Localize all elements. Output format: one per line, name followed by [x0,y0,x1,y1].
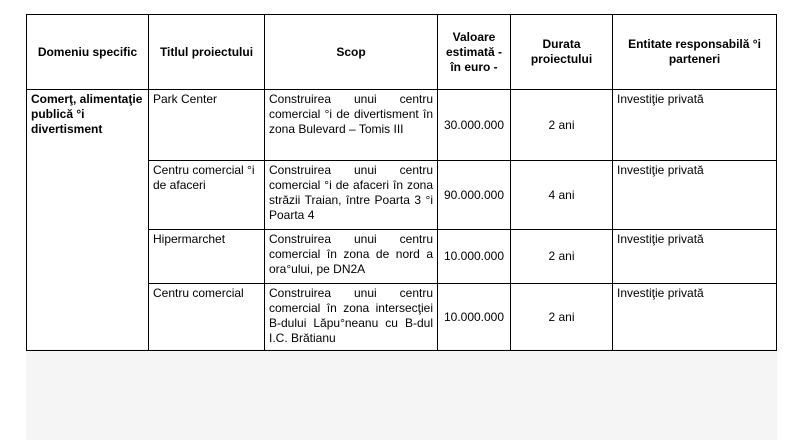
header-scope: Scop [265,15,438,90]
project-title: Park Center [149,90,265,161]
header-duration: Durata proiectului [511,15,613,90]
header-value: Valoare estimată - în euro - [438,15,511,90]
project-value: 10.000.000 [438,284,511,351]
header-title: Titlul proiectului [149,15,265,90]
header-domain: Domeniu specific [27,15,149,90]
project-value: 10.000.000 [438,230,511,284]
project-entity: Investiţie privată [613,284,777,351]
project-duration: 2 ani [511,284,613,351]
project-duration: 4 ani [511,161,613,230]
project-scope: Construirea unui centru comercial °i de divertisment în zona Bulevard – Tomis III [265,90,438,161]
project-value: 90.000.000 [438,161,511,230]
table-header-row [27,15,777,90]
table-row [27,90,777,161]
page-bottom-band [26,349,777,440]
project-duration: 2 ani [511,230,613,284]
project-value: 30.000.000 [438,90,511,161]
project-entity: Investiţie privată [613,161,777,230]
project-entity: Investiţie privată [613,90,777,161]
project-title: Hipermarchet [149,230,265,284]
project-scope: Construirea unui centru comercial °i de afaceri în zona străzii Traian, între Poarta 3 °i Poarta 4 [265,161,438,230]
project-scope: Construirea unui centru comercial în zona intersecţiei B-dului Lăpu°neanu cu B-dul I.C. Brătianu [265,284,438,351]
project-title: Centru comercial °i de afaceri [149,161,265,230]
header-entity: Entitate responsabilă °i parteneri [613,15,777,90]
project-entity: Investiţie privată [613,230,777,284]
domain-cell: Comerţ, alimentaţie publică °i divertisment [27,90,149,351]
projects-table [26,14,777,351]
project-scope: Construirea unui centru comercial în zona de nord a ora°ului, pe DN2A [265,230,438,284]
project-title: Centru comercial [149,284,265,351]
project-duration: 2 ani [511,90,613,161]
page-right-edge [777,0,800,440]
